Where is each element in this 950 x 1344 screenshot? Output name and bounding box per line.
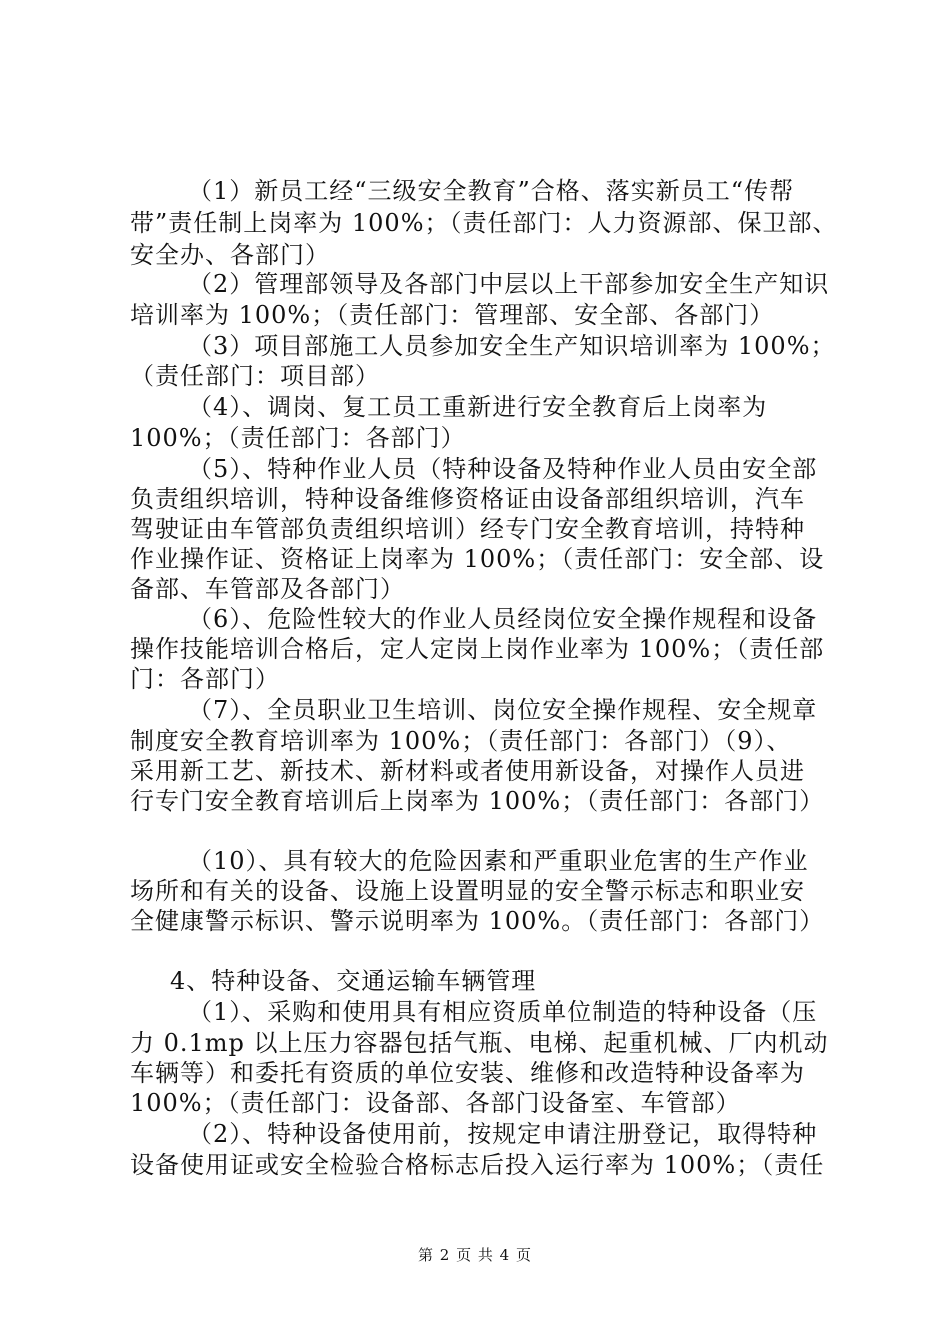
text-line: （5）、特种作业人员（特种设备及特种作业人员由安全部 <box>188 455 818 483</box>
text-line: 采用新工艺、新技术、新材料或者使用新设备，对操作人员进 <box>130 757 805 785</box>
text-line: （2）管理部领导及各部门中层以上干部参加安全生产知识 <box>188 270 830 298</box>
text-line: 制度安全教育培训率为 100%；（责任部门：各部门）（9）、 <box>130 727 792 755</box>
text-line: 场所和有关的设备、设施上设置明显的安全警示标志和职业安 <box>130 877 805 905</box>
text-line: 备部、车管部及各部门） <box>130 575 405 603</box>
text-line: （4）、调岗、复工员工重新进行安全教育后上岗率为 <box>188 393 768 421</box>
text-line: （1）、采购和使用具有相应资质单位制造的特种设备（压 <box>188 998 818 1026</box>
text-line: 培训率为 100%；（责任部门：管理部、安全部、各部门） <box>130 301 775 329</box>
text-line: 设备使用证或安全检验合格标志后投入运行率为 100%；（责任 <box>130 1151 825 1179</box>
text-line: 车辆等）和委托有资质的单位安装、维修和改造特种设备率为 <box>130 1059 805 1087</box>
text-line: （1）新员工经“三级安全教育”合格、落实新员工“传帮 <box>188 177 795 205</box>
text-line: 负责组织培训，特种设备维修资格证由设备部组织培训，汽车 <box>130 485 805 513</box>
text-line: （10）、具有较大的危险因素和严重职业危害的生产作业 <box>188 847 809 875</box>
text-line: 作业操作证、资格证上岗率为 100%；（责任部门：安全部、设 <box>130 545 825 573</box>
text-line: （责任部门：项目部） <box>130 362 380 390</box>
text-line: 操作技能培训合格后，定人定岗上岗作业率为 100%；（责任部 <box>130 635 825 663</box>
text-line: 100%；（责任部门：设备部、各部门设备室、车管部） <box>130 1089 741 1117</box>
text-line: （6）、危险性较大的作业人员经岗位安全操作规程和设备 <box>188 605 818 633</box>
text-line: 门：各部门） <box>130 665 280 693</box>
text-line: 行专门安全教育培训后上岗率为 100%；（责任部门：各部门） <box>130 787 825 815</box>
text-line: 安全办、各部门） <box>130 241 330 269</box>
text-line: 100%；（责任部门：各部门） <box>130 424 466 452</box>
section-heading: 4、特种设备、交通运输车辆管理 <box>170 967 537 995</box>
text-line: （2）、特种设备使用前，按规定申请注册登记，取得特种 <box>188 1120 818 1148</box>
text-line: 带”责任制上岗率为 100%；（责任部门：人力资源部、保卫部、 <box>130 209 838 237</box>
page-number: 第 2 页 共 4 页 <box>418 1246 532 1264</box>
text-line: 驾驶证由车管部负责组织培训）经专门安全教育培训，持特种 <box>130 515 805 543</box>
text-line: 力 0.1mp 以上压力容器包括气瓶、电梯、起重机械、厂内机动 <box>130 1029 829 1057</box>
text-line: （7）、全员职业卫生培训、岗位安全操作规程、安全规章 <box>188 696 818 724</box>
text-line: 全健康警示标识、警示说明率为 100%。（责任部门：各部门） <box>130 907 825 935</box>
text-line: （3）项目部施工人员参加安全生产知识培训率为 100%； <box>188 332 836 360</box>
